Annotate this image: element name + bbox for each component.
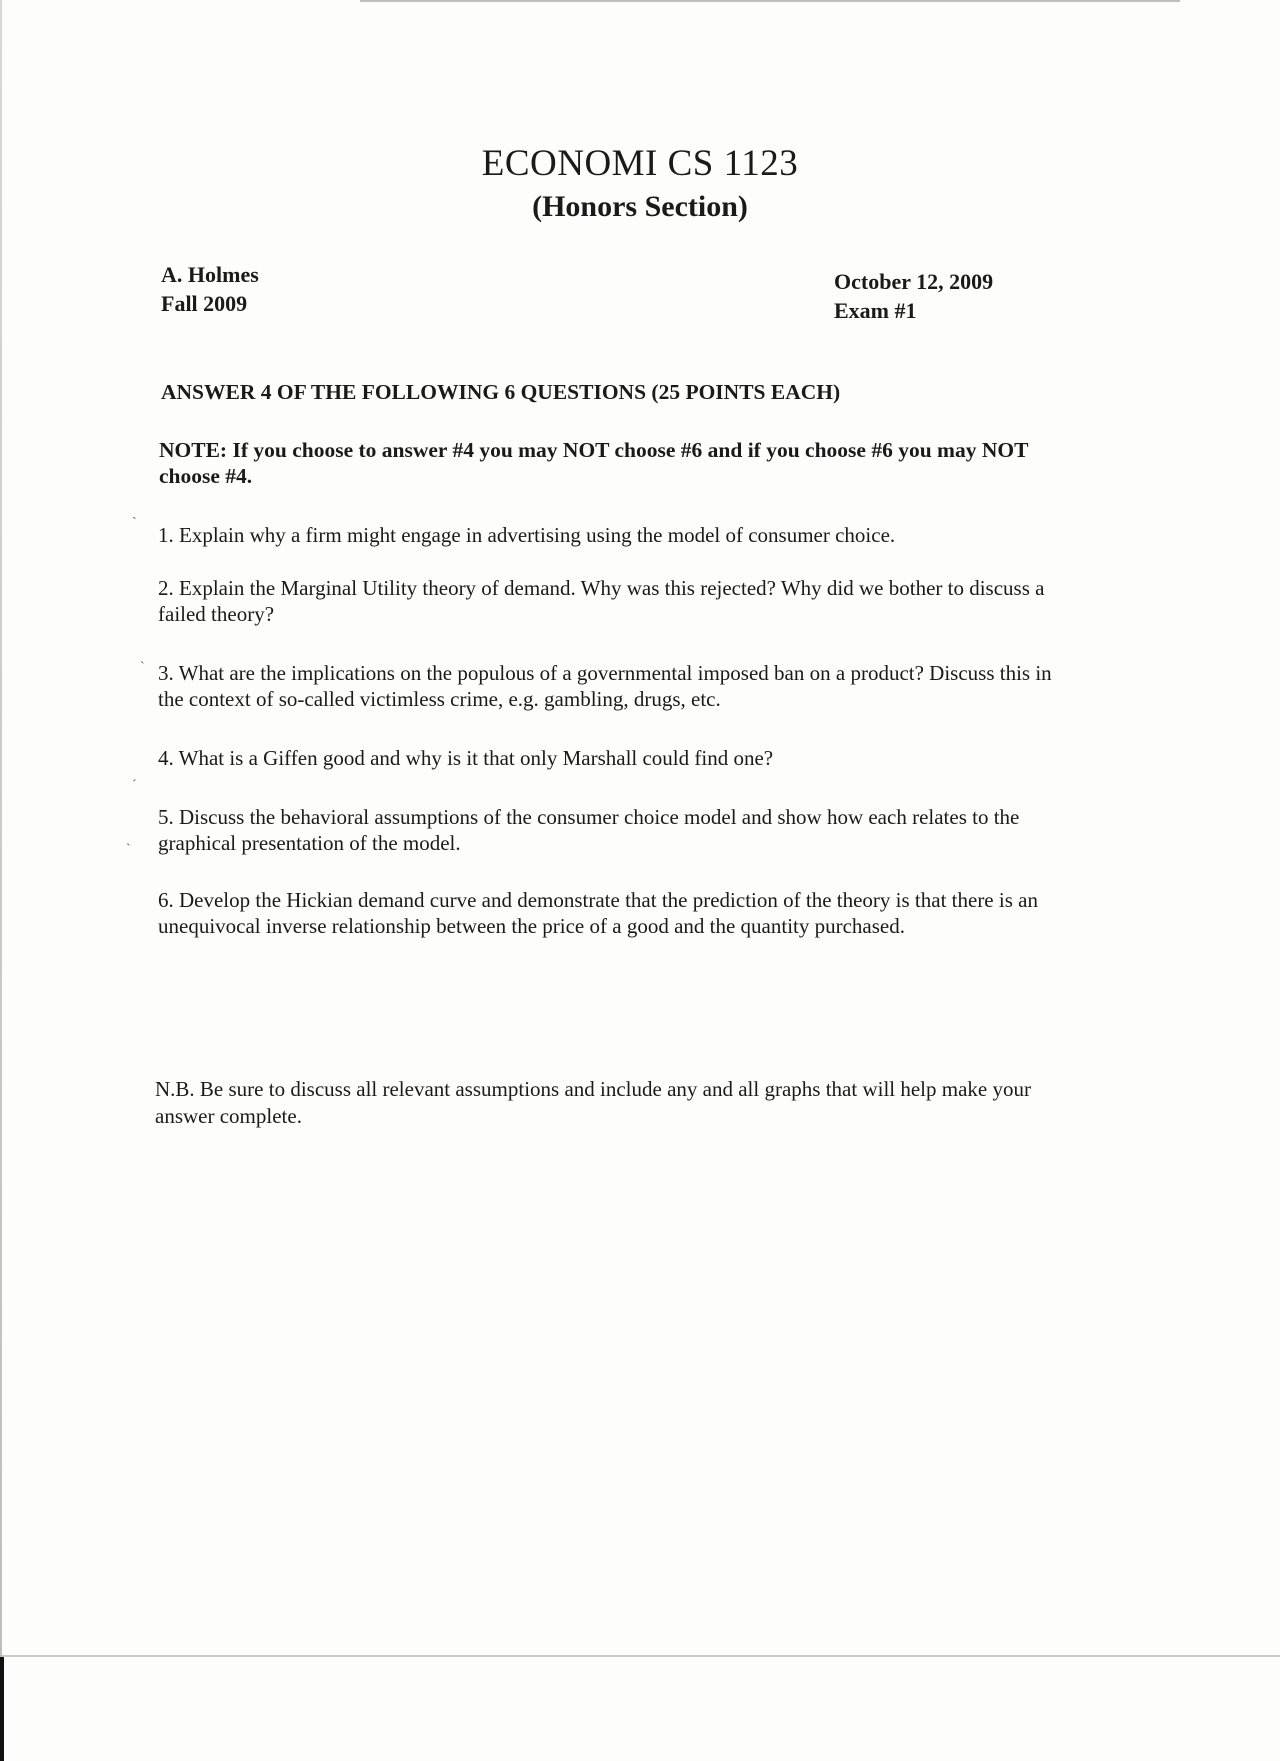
instructor-block — [161, 260, 259, 318]
exam-info-block — [834, 267, 993, 325]
instructor-name: A. Holmes — [161, 262, 259, 287]
question-3: 3. What are the implications on the populous of a governmental imposed ban on a product? Discuss this in the context of so-called victimless crime, e.g. gambling, drugs, etc. — [158, 661, 1052, 711]
question-4: 4. What is a Giffen good and why is it that only Marshall could find one? — [158, 746, 774, 770]
stray-pen-mark: ˎ — [132, 505, 137, 520]
question-1: 1. Explain why a firm might engage in advertising using the model of consumer choice. — [158, 523, 896, 547]
exam-note: NOTE: If you choose to answer #4 you may NOT choose #6 and if you choose #6 you may NOT choose #4. — [159, 438, 1029, 488]
stray-pen-mark: ˋ — [140, 660, 145, 675]
nota-bene: N.B. Be sure to discuss all relevant assumptions and include any and all graphs that will help make your answer complete. — [155, 1077, 1031, 1128]
exam-date: October 12, 2009 — [834, 269, 994, 294]
scan-artifact-left-edge — [0, 0, 2, 1761]
course-title: ECONOMI CS 1123 — [481, 143, 799, 184]
question-list — [158, 522, 1053, 939]
exam-number: Exam #1 — [834, 298, 917, 323]
stray-pen-mark: ˊ — [132, 778, 137, 793]
scan-artifact-top-line — [360, 0, 1180, 2]
scan-artifact-bottom-line — [0, 1655, 1280, 1657]
scan-artifact-bottom-edge — [0, 1657, 4, 1761]
question-6: 6. Develop the Hickian demand curve and demonstrate that the prediction of the theory is that there is an unequivocal inverse relationship between the price of a good and the quantity purchased. — [158, 888, 1038, 938]
question-2: 2. Explain the Marginal Utility theory of demand. Why was this rejected? Why did we bother to discuss a failed theory? — [158, 576, 1045, 626]
course-subtitle: (Honors Section) — [532, 190, 748, 223]
exam-instructions: ANSWER 4 OF THE FOLLOWING 6 QUESTIONS (25 POINTS EACH) — [161, 380, 841, 404]
term: Fall 2009 — [161, 291, 248, 316]
question-5: 5. Discuss the behavioral assumptions of the consumer choice model and show how each relates to the graphical presentation of the model. — [158, 805, 1020, 855]
stray-pen-mark: ˴ — [126, 836, 131, 851]
